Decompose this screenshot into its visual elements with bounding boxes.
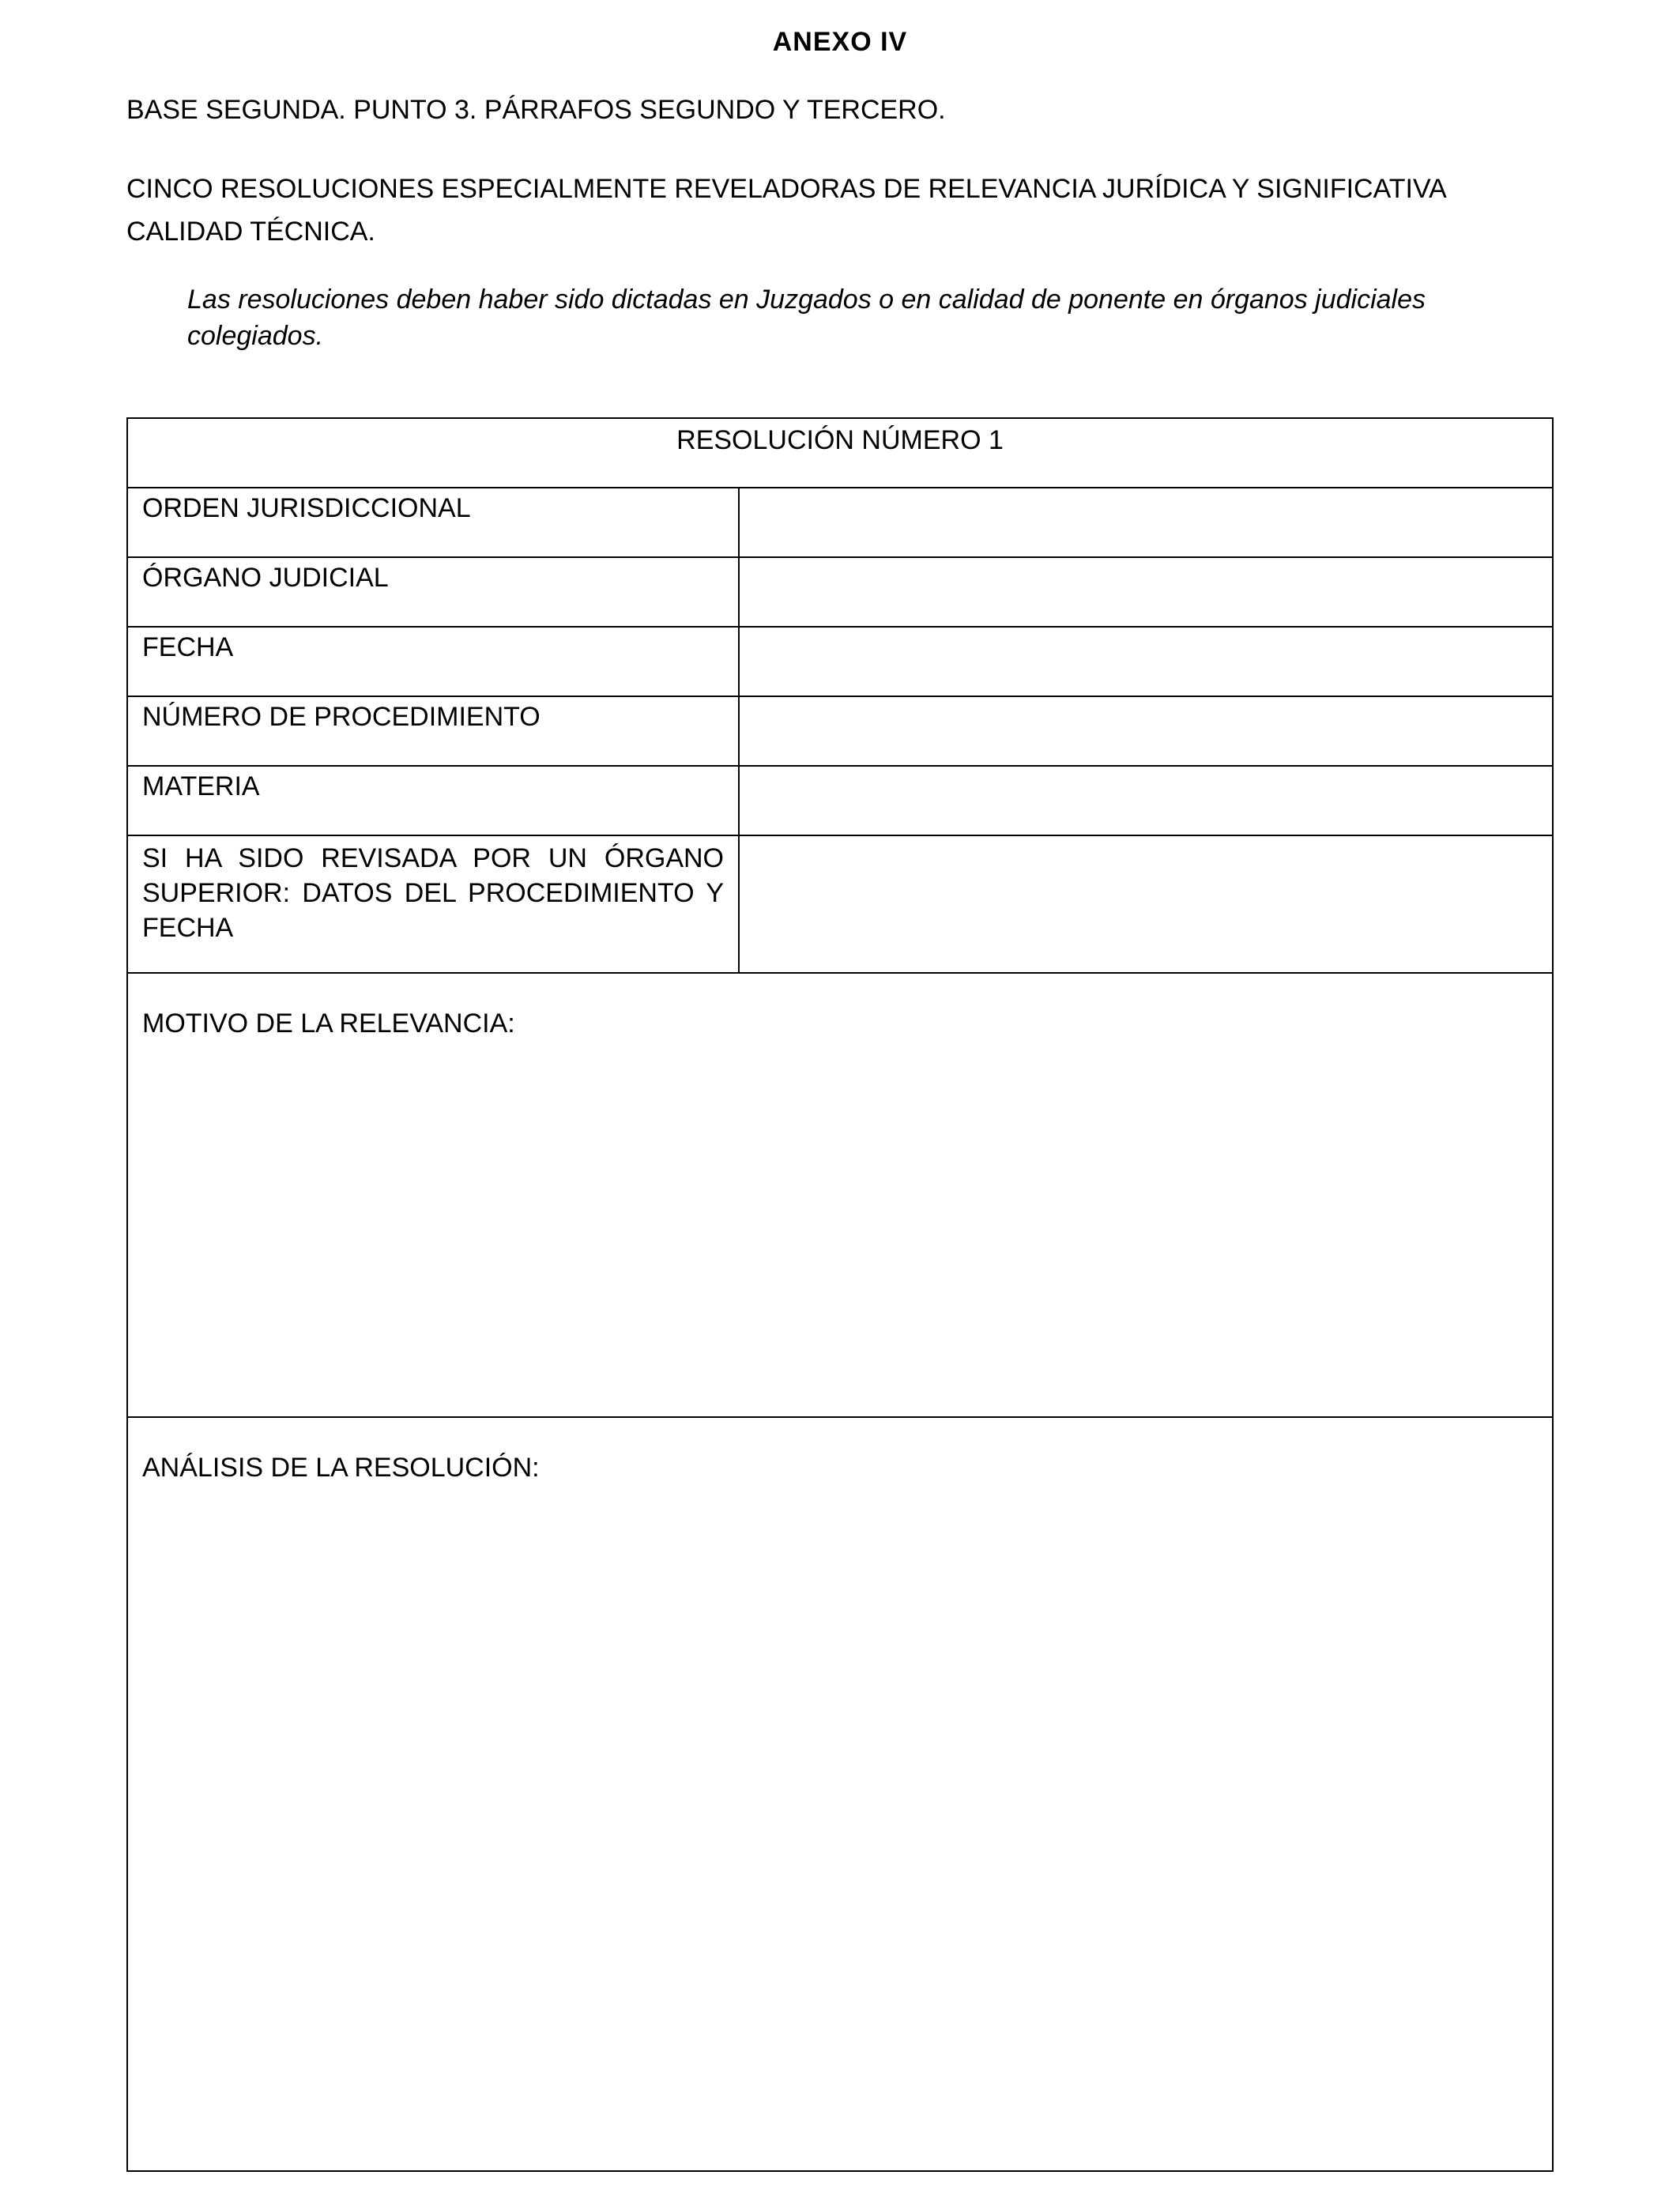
field-value-orden-jurisdiccional[interactable] [739,488,1553,557]
form-section-motivo [127,973,1553,1417]
resolution-form-table [126,417,1554,2172]
form-row-orden-jurisdiccional [127,488,1553,557]
form-row-organo-judicial [127,557,1553,627]
document-note: Las resoluciones deben haber sido dictadas en Juzgados o en calidad de ponente en órganos judiciales colegiados. [187,285,1426,351]
analisis-resolucion-area[interactable] [127,1417,1553,2171]
motivo-relevancia-label: MOTIVO DE LA RELEVANCIA: [142,1008,515,1039]
field-value-numero-procedimiento[interactable] [739,696,1553,766]
field-label-organo-judicial: ÓRGANO JUDICIAL [127,557,739,627]
field-label-numero-procedimiento: NÚMERO DE PROCEDIMIENTO [127,696,739,766]
field-value-revision-organo-superior[interactable] [739,835,1553,973]
document-subtitle: BASE SEGUNDA. PUNTO 3. PÁRRAFOS SEGUNDO Y TERCERO. [126,95,946,125]
field-label-fecha: FECHA [127,627,739,696]
document-title: ANEXO IV [772,27,908,57]
field-label-orden-jurisdiccional: ORDEN JURISDICCIONAL [127,488,739,557]
field-value-organo-judicial[interactable] [739,557,1553,627]
analisis-resolucion-label: ANÁLISIS DE LA RESOLUCIÓN: [142,1453,540,1483]
form-section-analisis [127,1417,1553,2171]
document-heading: CINCO RESOLUCIONES ESPECIALMENTE REVELADORAS DE RELEVANCIA JURÍDICA Y SIGNIFICATIVA CALIDAD TÉCNICA. [126,174,1445,247]
field-label-revision-organo-superior: SI HA SIDO REVISADA POR UN ÓRGANO SUPERIOR: DATOS DEL PROCEDIMIENTO Y FECHA [127,835,739,973]
field-label-materia: MATERIA [127,766,739,835]
form-row-materia [127,766,1553,835]
field-value-fecha[interactable] [739,627,1553,696]
field-value-materia[interactable] [739,766,1553,835]
form-row-numero-procedimiento [127,696,1553,766]
resolution-number-title: RESOLUCIÓN NÚMERO 1 [127,418,1553,488]
motivo-relevancia-area[interactable] [127,973,1553,1417]
form-row-fecha [127,627,1553,696]
form-row-revision-organo-superior [127,835,1553,973]
